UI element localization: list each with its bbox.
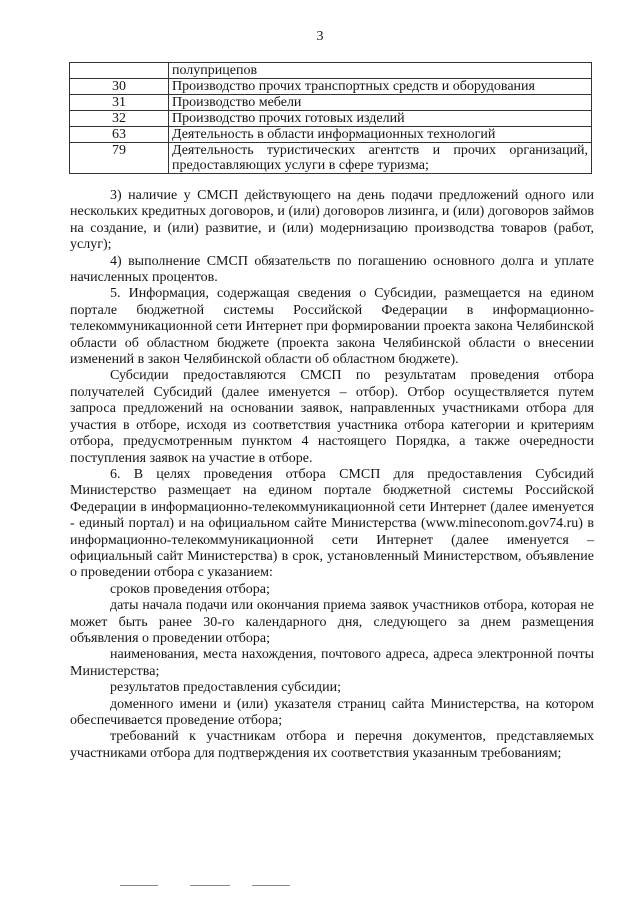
table-row [70,63,592,79]
table-row [70,95,592,111]
table-cell-description: Деятельность в области информационных технологий [169,127,592,143]
list-item-participant-requirements: требований к участникам отбора и перечня документов, представляемых участниками отбора для подтверждения их соответствия указанным требованиям; [70,729,594,761]
list-item-selection-period: сроков проведения отбора; [110,581,270,597]
paragraph-clause-5: 5. Информация, содержащая сведения о Субсидии, размещается на едином портале бюджетной системы Российской Федерации в информационно-телекоммуникационной сети Интернет при формировании проекта закона Челябинской области об областном бюджете (проекта закона Челябинской области о внесении изменений в закон Челябинской области об областном бюджете). [70,286,594,368]
table-cell-code: 79 [70,143,169,174]
table-cell-description: полуприцепов [169,63,592,79]
list-item-application-dates: даты начала подачи или окончания приема заявок участников отбора, которая не может быть ранее 30-го календарного дня, следующего за днем размещения объявления о проведении отбора; [70,598,594,646]
page-number: 3 [316,29,324,44]
table-row [70,111,592,127]
table-row [70,143,592,174]
table-cell-code: 31 [70,95,169,111]
table-row [70,127,592,143]
footer-rule [120,885,420,889]
table-cell-description: Производство прочих транспортных средств и оборудования [169,79,592,95]
table-cell-code: 32 [70,111,169,127]
table-cell-description: Производство прочих готовых изделий [169,111,592,127]
table-cell-description: Деятельность туристических агентств и прочих организаций, предоставляющих услуги в сфере туризма; [169,143,592,174]
table-cell-code [70,63,169,79]
paragraph-subsidies: Субсидии предоставляются СМСП по результатам проведения отбора получателей Субсидий (далее именуется – отбор). Отбор осуществляется путем запроса предложений на основании заявок, направленных участниками отбора для участия в отборе, исходя из соответствия участника отбора категории и критериям отбора, предусмотренным пунктом 4 настоящего Порядка, а также очередности поступления заявок на участие в отборе. [70,368,594,466]
document-body [70,188,594,762]
list-item-subsidy-results: результатов предоставления субсидии; [110,680,341,696]
paragraph-clause-6: 6. В целях проведения отбора СМСП для предоставления Субсидий Министерство размещает на едином портале бюджетной системы Российской Федерации в информационно-телекоммуникационной сети Интернет (далее именуется - единый портал) и на официальном сайте Министерства (www.mineconom.gov74.ru) в информационно-телекоммуникационной сети Интернет (далее именуется – официальный сайт Министерства) в срок, установленный Министерством, объявление о проведении отбора с указанием: [70,466,594,581]
activity-codes-table [69,62,592,174]
table-cell-code: 63 [70,127,169,143]
paragraph-item-4: 4) выполнение СМСП обязательств по погашению основного долга и уплате начисленных процентов. [70,253,594,286]
list-item-ministry-address: наименования, места нахождения, почтового адреса, адреса электронной почты Министерства; [70,647,594,679]
table-cell-code: 30 [70,79,169,95]
table-row [70,79,592,95]
table-cell-description: Производство мебели [169,95,592,111]
list-item-domain-name: доменного имени и (или) указателя страниц сайта Министерства, на котором обеспечивается проведение отбора; [70,696,594,728]
paragraph-item-3: 3) наличие у СМСП действующего на день подачи предложений одного или нескольких кредитных договоров, и (или) договоров лизинга, и (или) договоров займов на создание, и (или) развитие, и (или) модернизацию производства товаров (работ, услуг); [70,188,594,253]
